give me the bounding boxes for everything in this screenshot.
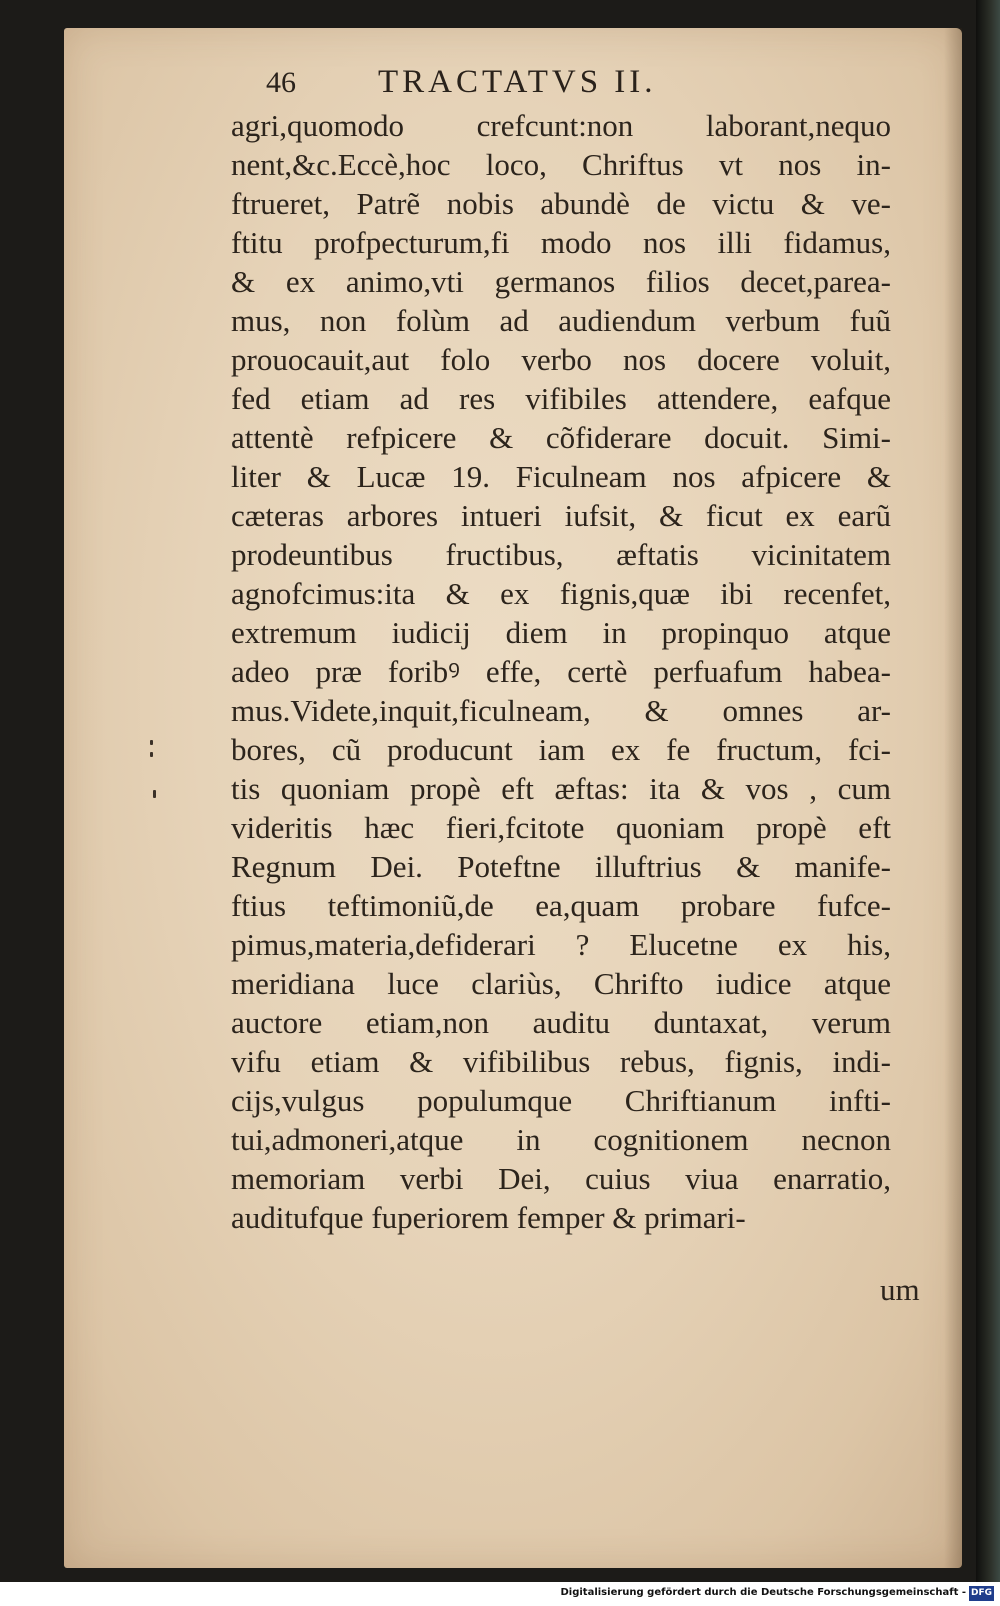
digitization-credit: Digitalisierung gefördert durch die Deutsche Forschungsgemeinschaft - <box>560 1587 966 1598</box>
text-line: pimus,materia,defiderari ? Elucetne ex his, <box>231 927 891 962</box>
text-line: fed etiam ad res vifibiles attendere, eafque <box>231 381 891 416</box>
text-line: mus.Videte,inquit,ficulneam, & omnes ar- <box>231 693 891 728</box>
text-line: cijs,vulgus populumque Chriftianum infti- <box>231 1083 891 1118</box>
page-number: 46 <box>266 66 296 99</box>
text-line: nent,&c.Eccè,hoc loco, Chriftus vt nos in- <box>231 147 891 182</box>
text-line: vifu etiam & vifibilibus rebus, fignis, indi- <box>231 1044 891 1079</box>
text-line: prodeuntibus fructibus, æftatis vicinitatem <box>231 537 891 572</box>
dfg-logo: DFG <box>969 1586 994 1601</box>
text-line: agnofcimus:ita & ex fignis,quæ ibi recenfet, <box>231 576 891 611</box>
text-line: ftitu profpecturum,fi modo nos illi fidamus, <box>231 225 891 260</box>
text-line: liter & Lucæ 19. Ficulneam nos afpicere & <box>231 459 891 494</box>
text-line: & ex animo,vti germanos filios decet,parea- <box>231 264 891 299</box>
catchword: um <box>880 1272 920 1307</box>
text-line: attentè refpicere & cõfiderare docuit. Simi- <box>231 420 891 455</box>
footer-bar <box>0 1582 1000 1606</box>
text-line: meridiana luce clariùs, Chrifto iudice atque <box>231 966 891 1001</box>
margin-mark <box>153 790 156 798</box>
text-line: auctore etiam,non auditu duntaxat, verum <box>231 1005 891 1040</box>
margin-mark <box>150 752 153 757</box>
text-line: bores, cũ producunt iam ex fe fructum, fci- <box>231 732 891 767</box>
text-line: auditufque fuperiorem femper & primari- <box>231 1200 746 1235</box>
text-line: tis quoniam propè eft æftas: ita & vos , cum <box>231 771 891 806</box>
text-line: cæteras arbores intueri iufsit, & ficut ex earũ <box>231 498 891 533</box>
running-head-title: TRACTATVS II. <box>378 64 657 100</box>
text-line: tui,admoneri,atque in cognitionem necnon <box>231 1122 891 1157</box>
text-line: ftrueret, Patrẽ nobis abundè de victu & ve- <box>231 186 891 221</box>
text-line: videritis hæc fieri,fcitote quoniam propè eft <box>231 810 891 845</box>
book-spine <box>976 0 1000 1582</box>
text-line: Regnum Dei. Poteftne illuftrius & manife- <box>231 849 891 884</box>
text-line: agri,quomodo crefcunt:non laborant,nequo <box>231 108 891 143</box>
text-line: mus, non folùm ad audiendum verbum fuũ <box>231 303 891 338</box>
margin-mark <box>150 740 153 745</box>
text-line: extremum iudicij diem in propinquo atque <box>231 615 891 650</box>
text-line: prouocauit,aut folo verbo nos docere voluit, <box>231 342 891 377</box>
text-line: adeo præ foribꝰ effe, certè perfuafum habea- <box>231 654 891 689</box>
text-line: memoriam verbi Dei, cuius viua enarratio, <box>231 1161 891 1196</box>
body-text <box>231 106 891 1237</box>
text-line: ftius teftimoniũ,de ea,quam probare fufce- <box>231 888 891 923</box>
page-gutter-shadow <box>944 28 962 1568</box>
